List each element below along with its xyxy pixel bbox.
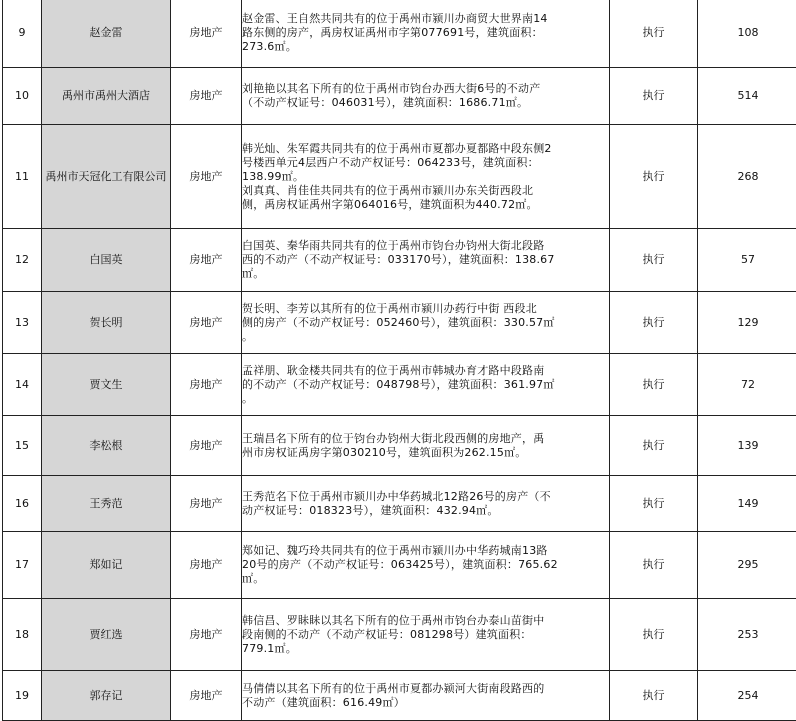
amount: 268 xyxy=(698,125,796,229)
row-number: 10 xyxy=(3,68,42,125)
status: 执行 xyxy=(610,68,698,125)
asset-type: 房地产 xyxy=(171,229,242,292)
description-line: 路东侧的房产，禹房权证禹州市字第077691号，建筑面积： xyxy=(242,26,609,40)
table-row xyxy=(3,599,796,671)
asset-description xyxy=(242,416,610,476)
description-line: 段南侧的不动产（不动产权证号：081298号）建筑面积： xyxy=(242,628,609,642)
party-name: 贺长明 xyxy=(42,292,171,354)
description-line: 273.6㎡。 xyxy=(242,40,609,54)
description-line: 韩信昌、罗眛眛以其名下所有的位于禹州市钧台办泰山苗街中 xyxy=(242,614,609,628)
amount: 514 xyxy=(698,68,796,125)
description-line: 不动产（建筑面积：616.49㎡） xyxy=(242,696,609,710)
table-row xyxy=(3,125,796,229)
table-row xyxy=(3,354,796,416)
status: 执行 xyxy=(610,599,698,671)
party-name: 白国英 xyxy=(42,229,171,292)
row-number: 13 xyxy=(3,292,42,354)
amount: 108 xyxy=(698,0,796,68)
row-number: 14 xyxy=(3,354,42,416)
party-name: 禹州市天冠化工有限公司 xyxy=(42,125,171,229)
asset-description xyxy=(242,354,610,416)
description-line: 138.99㎡。 xyxy=(242,170,609,184)
asset-description xyxy=(242,476,610,532)
asset-table-body xyxy=(3,0,796,721)
table-row xyxy=(3,0,796,68)
asset-type: 房地产 xyxy=(171,416,242,476)
row-number: 17 xyxy=(3,532,42,599)
party-name: 李松根 xyxy=(42,416,171,476)
table-row xyxy=(3,416,796,476)
party-name: 郭存记 xyxy=(42,671,171,721)
asset-type: 房地产 xyxy=(171,68,242,125)
party-name: 王秀范 xyxy=(42,476,171,532)
description-line: 刘艳艳以其名下所有的位于禹州市钧台办西大街6号的不动产 xyxy=(242,82,609,96)
amount: 295 xyxy=(698,532,796,599)
row-number: 16 xyxy=(3,476,42,532)
table-row xyxy=(3,229,796,292)
description-line: 号楼西单元4层西户不动产权证号：064233号，建筑面积： xyxy=(242,156,609,170)
party-name: 禹州市禹州大酒店 xyxy=(42,68,171,125)
description-line: 西的不动产（不动产权证号：033170号），建筑面积：138.67 xyxy=(242,253,609,267)
description-line: 动产权证号：018323号），建筑面积：432.94㎡。 xyxy=(242,504,609,518)
description-line: ㎡。 xyxy=(242,267,609,281)
amount: 72 xyxy=(698,354,796,416)
amount: 57 xyxy=(698,229,796,292)
description-line: 白国英、秦华雨共同共有的位于禹州市钧台办钧州大街北段路 xyxy=(242,239,609,253)
asset-type: 房地产 xyxy=(171,0,242,68)
row-number: 19 xyxy=(3,671,42,721)
asset-description xyxy=(242,292,610,354)
status: 执行 xyxy=(610,354,698,416)
status: 执行 xyxy=(610,671,698,721)
party-name: 贾文生 xyxy=(42,354,171,416)
description-line: 侧的房产（不动产权证号：052460号），建筑面积：330.57㎡ xyxy=(242,316,609,330)
status: 执行 xyxy=(610,532,698,599)
description-line: 韩光灿、朱军霞共同共有的位于禹州市夏都办夏都路中段东侧2 xyxy=(242,142,609,156)
description-line: 。 xyxy=(242,392,609,406)
row-number: 9 xyxy=(3,0,42,68)
asset-description xyxy=(242,0,610,68)
asset-type: 房地产 xyxy=(171,671,242,721)
status: 执行 xyxy=(610,292,698,354)
status: 执行 xyxy=(610,476,698,532)
description-line: 贺长明、李芳以其所有的位于禹州市颍川办药行中街 西段北 xyxy=(242,302,609,316)
status: 执行 xyxy=(610,125,698,229)
row-number: 18 xyxy=(3,599,42,671)
amount: 253 xyxy=(698,599,796,671)
party-name: 贾红选 xyxy=(42,599,171,671)
status: 执行 xyxy=(610,229,698,292)
description-line: 王瑞昌名下所有的位于钧台办钧州大街北段西侧的房地产，禹 xyxy=(242,432,609,446)
description-line: 孟祥朋、耿金楼共同共有的位于禹州市韩城办育才路中段路南 xyxy=(242,364,609,378)
asset-description xyxy=(242,125,610,229)
table-row xyxy=(3,68,796,125)
asset-type: 房地产 xyxy=(171,599,242,671)
description-line: 赵金雷、王自然共同共有的位于禹州市颍川办商贸大世界南14 xyxy=(242,12,609,26)
asset-description xyxy=(242,599,610,671)
asset-description xyxy=(242,229,610,292)
description-line: 王秀范名下位于禹州市颍川办中华药城北12路26号的房产（不 xyxy=(242,490,609,504)
table-row xyxy=(3,532,796,599)
row-number: 15 xyxy=(3,416,42,476)
asset-type: 房地产 xyxy=(171,125,242,229)
amount: 254 xyxy=(698,671,796,721)
amount: 129 xyxy=(698,292,796,354)
asset-type: 房地产 xyxy=(171,292,242,354)
description-line: 侧，禹房权证禹州字第064016号，建筑面积为440.72㎡。 xyxy=(242,198,609,212)
status: 执行 xyxy=(610,416,698,476)
description-line: 州市房权证禹房字第030210号，建筑面积为262.15㎡。 xyxy=(242,446,609,460)
description-line: ㎡。 xyxy=(242,572,609,586)
party-name: 郑如记 xyxy=(42,532,171,599)
description-line: 郑如记、魏巧玲共同共有的位于禹州市颍川办中华药城南13路 xyxy=(242,544,609,558)
asset-type: 房地产 xyxy=(171,476,242,532)
asset-description xyxy=(242,68,610,125)
description-line: 马倩倩以其名下所有的位于禹州市夏都办颍河大街南段路西的 xyxy=(242,682,609,696)
table-row xyxy=(3,476,796,532)
status: 执行 xyxy=(610,0,698,68)
description-line: 刘真真、肖佳佳共同共有的位于禹州市颍川办东关街西段北 xyxy=(242,184,609,198)
description-line: 779.1㎡。 xyxy=(242,642,609,656)
description-line: 20号的房产（不动产权证号：063425号），建筑面积：765.62 xyxy=(242,558,609,572)
table-row xyxy=(3,292,796,354)
asset-table xyxy=(2,0,796,721)
amount: 139 xyxy=(698,416,796,476)
row-number: 12 xyxy=(3,229,42,292)
asset-description xyxy=(242,532,610,599)
asset-type: 房地产 xyxy=(171,354,242,416)
asset-type: 房地产 xyxy=(171,532,242,599)
row-number: 11 xyxy=(3,125,42,229)
description-line: 。 xyxy=(242,330,609,344)
amount: 149 xyxy=(698,476,796,532)
description-line: 的不动产（不动产权证号：048798号），建筑面积：361.97㎡ xyxy=(242,378,609,392)
description-line: （不动产权证号：046031号），建筑面积：1686.71㎡。 xyxy=(242,96,609,110)
party-name: 赵金雷 xyxy=(42,0,171,68)
